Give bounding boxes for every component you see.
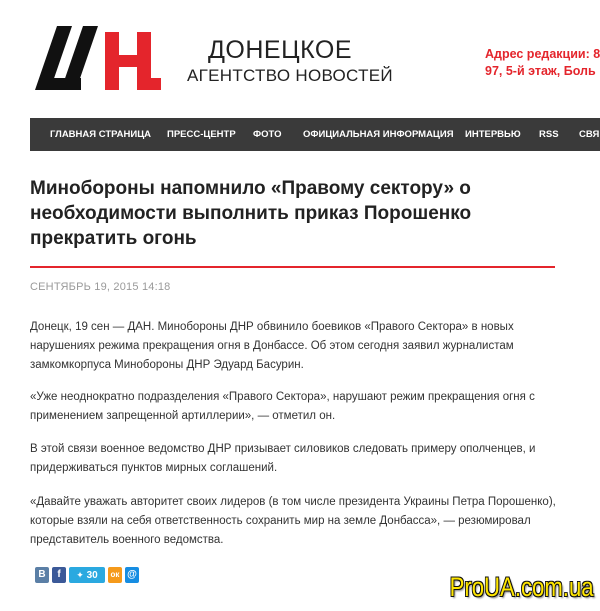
nav-item-contacts[interactable]: СВЯ: [579, 129, 600, 140]
address-line-1: Адрес редакции: 8: [485, 47, 600, 61]
nav-item-press-center[interactable]: ПРЕСС-ЦЕНТР: [167, 129, 236, 140]
nav-item-photo[interactable]: ФОТО: [253, 129, 282, 140]
editorial-address: [485, 46, 600, 80]
mailru-share-button[interactable]: [125, 567, 139, 583]
mailru-icon: @: [127, 569, 137, 580]
title-divider: [30, 266, 555, 268]
article-paragraph-4: «Давайте уважать авторитет своих лидеров (в том числе президента Украины Петра Порошенко), которые взяли на себя ответственность сохранить мир на земле Донбасса», — резюмировал представитель военного ведомства.: [30, 496, 556, 546]
twitter-icon: ✦: [76, 570, 84, 580]
article-paragraph-2: «Уже неоднократно подразделения «Правого Сектора», нарушают режим прекращения огня с применением запрещенной артиллерии», — отметил он.: [30, 391, 535, 422]
logo-title: ДОНЕЦКОЕ: [208, 36, 353, 64]
odnoklassniki-share-button[interactable]: [108, 567, 122, 583]
twitter-share-button[interactable]: [69, 567, 105, 583]
main-navigation: [30, 118, 600, 151]
twitter-share-count: 30: [86, 570, 98, 581]
nav-item-rss[interactable]: RSS: [539, 129, 559, 140]
odnoklassniki-icon: ок: [110, 570, 120, 579]
nav-item-home[interactable]: ГЛАВНАЯ СТРАНИЦА: [50, 129, 152, 140]
vk-icon: В: [38, 569, 46, 580]
site-header: [0, 0, 600, 118]
facebook-icon: f: [57, 569, 61, 580]
address-line-2: 97, 5-й этаж, Боль: [485, 64, 596, 78]
nav-item-interview[interactable]: ИНТЕРВЬЮ: [465, 129, 521, 140]
vk-share-button[interactable]: [35, 567, 49, 583]
article-title: Минобороны напомнило «Правому сектору» о необходимости выполнить приказ Порошенко прекратить огонь: [30, 178, 472, 249]
logo-subtitle: АГЕНТСТВО НОВОСТЕЙ: [187, 66, 393, 85]
dan-logo[interactable]: [35, 26, 165, 90]
article-date: СЕНТЯБРЬ 19, 2015 14:18: [30, 281, 171, 293]
article-paragraph-1: Донецк, 19 сен — ДАН. Минобороны ДНР обвинило боевиков «Правого Сектора» в новых нарушениях режима прекращения огня в Донбассе. Об этом сегодня заявил журналистам замкомкорпуса Минобороны ДНР Эдуард Басурин.: [30, 321, 514, 371]
watermark: ProUA.com.ua: [450, 572, 594, 602]
nav-item-official-info[interactable]: ОФИЦИАЛЬНАЯ ИНФОРМАЦИЯ: [303, 129, 454, 140]
facebook-share-button[interactable]: [52, 567, 66, 583]
article-paragraph-3: В этой связи военное ведомство ДНР призывает силовиков следовать примеру ополченцев, и придерживаться пунктов мирных соглашений.: [30, 443, 536, 474]
